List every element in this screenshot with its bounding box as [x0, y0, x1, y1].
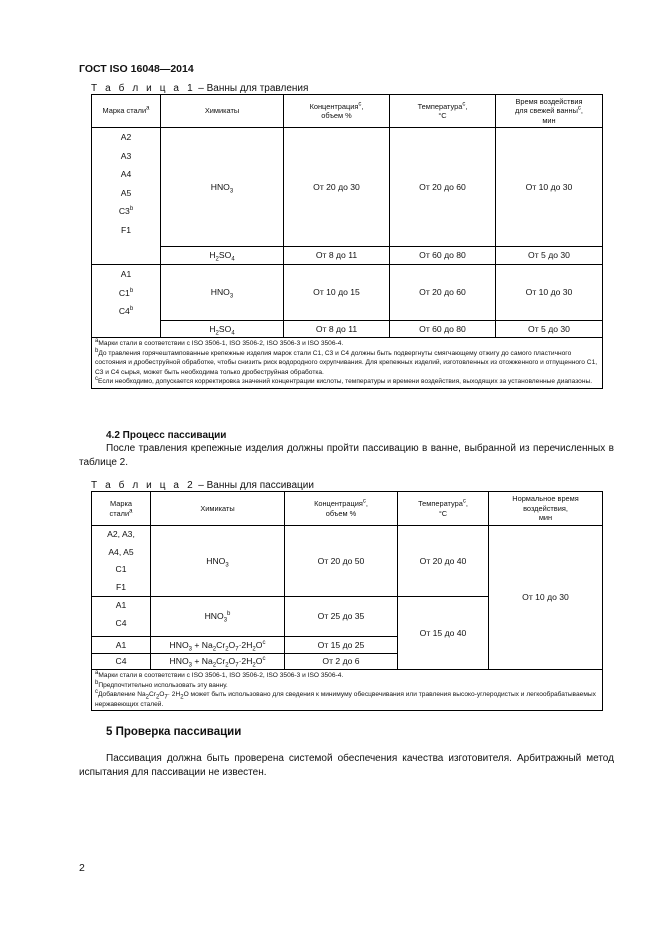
- t1-header-temperature: Температура$^c$, °C: [390, 95, 496, 128]
- t1-notes-row: [92, 338, 603, 389]
- t2-time-all: От 10 до 30: [489, 526, 603, 670]
- table1-caption-prefix: Т а б л и ц а: [91, 83, 182, 94]
- t1-note-a: aМарки стали в соответствии с ISO 3506-1, ISO 3506-2, ISO 3506-3 и ISO 3506-4.: [95, 337, 344, 347]
- table1-header-row: [92, 95, 603, 128]
- t1-g1-temp: От 20 до 60: [390, 128, 496, 247]
- table1-caption-number: 1: [187, 83, 193, 94]
- t2-header-temperature: Температура$^c$, °C: [398, 492, 489, 526]
- t2-group1-grades: A2, A3, A4, A5 C1 F1: [92, 526, 151, 597]
- t1-group1-row2: [92, 247, 603, 265]
- t1-g1-time: От 10 до 30: [496, 128, 603, 247]
- t2-g4-conc: От 2 до 6: [285, 654, 398, 670]
- t1-header-grade: Марка стали$^a$: [92, 95, 161, 128]
- t2-note-a: aМарки стали в соответствии с ISO 3506-1, ISO 3506-2, ISO 3506-3 и ISO 3506-4.: [95, 669, 344, 679]
- t1-group1-row1: [92, 128, 603, 247]
- document-header: ГОСТ ISO 16048—2014: [79, 63, 194, 75]
- table2-header-row: [92, 492, 603, 526]
- t2-g2-chem: $HNO_3^b$: [151, 597, 285, 637]
- t1-note-c: cЕсли необходимо, допускается корректировка значений концентрации кислоты, температуры и времени воздействия, выходящих за установленные диапазоны.: [95, 375, 593, 385]
- t1-g1r2-conc: От 8 до 11: [284, 247, 390, 265]
- t2-g4-chem: $HNO_3 + Na_2Cr_2O_7\cdot 2H_2O^c$: [151, 654, 285, 670]
- t2-temp-lower: От 15 до 40: [398, 597, 489, 670]
- t2-g3-conc: От 15 до 25: [285, 637, 398, 654]
- section-4-2-heading: 4.2 Процесс пассивации: [106, 430, 227, 441]
- table2-caption-number: 2: [187, 480, 193, 491]
- t1-header-chemicals: Химикаты: [161, 95, 284, 128]
- t2-header-grade: Марка стали$^a$: [92, 492, 151, 526]
- t1-g1-chem: $HNO_3$: [161, 128, 284, 247]
- t2-g3-grade: A1: [92, 637, 151, 654]
- page-number: 2: [79, 862, 85, 874]
- t1-g2r2-chem: $H_2SO_4$: [161, 321, 284, 338]
- t2-header-concentration: Концентрация$^c$, объем %: [285, 492, 398, 526]
- t1-g2-time: От 10 до 30: [496, 265, 603, 321]
- t1-g2r2-time: От 5 до 30: [496, 321, 603, 338]
- t2-note-c: cДобавление Na2Cr2O7· 2H2O может быть использовано для сведения к минимуму обесцвечивания или травления высоко-углеродистых и легкообрабатываемых нержавеющих сталей.: [95, 688, 596, 708]
- section-5-heading: 5 Проверка пассивации: [106, 726, 242, 738]
- t1-header-time: Время воздействия для свежей ванны$^c$, мин: [496, 95, 603, 128]
- t2-note-b: bПредпочтительно использовать эту ванну.: [95, 679, 228, 689]
- table2-notes: [92, 670, 603, 711]
- t2-header-time: Нормальное время воздействия, мин: [489, 492, 603, 526]
- t1-g2-temp: От 20 до 60: [390, 265, 496, 321]
- table1-caption-title: – Ванны для травления: [198, 83, 309, 94]
- t1-g2-chem: $HNO_3$: [161, 265, 284, 321]
- t2-g4-grade: C4: [92, 654, 151, 670]
- section-4-2-text: После травления крепежные изделия должны пройти пассивацию в ванне, выбранной из перечисленных в таблице 2.: [79, 443, 614, 468]
- table2-caption: [91, 480, 314, 491]
- table2-caption-prefix: Т а б л и ц а: [91, 480, 182, 491]
- t2-g3-chem: $HNO_3 + Na_2Cr_2O_7\cdot 2H_2O^c$: [151, 637, 285, 654]
- t1-group2-row2: [92, 321, 603, 338]
- t2-notes-row: [92, 670, 603, 711]
- t1-g1r2-chem: $H_2SO_4$: [161, 247, 284, 265]
- t1-g2r2-conc: От 8 до 11: [284, 321, 390, 338]
- t1-g2-conc: От 10 до 15: [284, 265, 390, 321]
- t1-g1r2-time: От 5 до 30: [496, 247, 603, 265]
- t2-g1-temp: От 20 до 40: [398, 526, 489, 597]
- table1-notes: [92, 338, 603, 389]
- table2-passivation-baths: [91, 491, 603, 711]
- t2-g2-conc: От 25 до 35: [285, 597, 398, 637]
- section-5-text: Пассивация должна быть проверена системой обеспечения качества изготовителя. Арбитражный метод испытания для пассивации не известен.: [79, 753, 614, 778]
- table1-caption: [91, 83, 308, 94]
- table1-pickling-baths: [91, 94, 603, 389]
- t1-g1r2-temp: От 60 до 80: [390, 247, 496, 265]
- t2-g1-chem: $HNO_3$: [151, 526, 285, 597]
- t1-g1-conc: От 20 до 30: [284, 128, 390, 247]
- t1-header-concentration: Концентрация$^c$, объем %: [284, 95, 390, 128]
- t2-g1-conc: От 20 до 50: [285, 526, 398, 597]
- t1-group2-grades: A1 C1$^b$ C4$^b$: [92, 265, 161, 338]
- table2-caption-title: – Ванны для пассивации: [198, 480, 314, 491]
- t2-group2-grades: A1 C4: [92, 597, 151, 637]
- t1-group1-grades: A2 A3 A4 A5 C3$^b$ F1: [92, 128, 161, 265]
- t1-note-b: bДо травления горячештампованные крепежные изделия марок стали C1, C3 и C4 должны быть подвергнуты смягчающему отжигу до самого пластичного состояния и дробеструйной обработке, чтобы снизить риск водородного охрупчивания. Для крепежных изделий, изготовленных из отожженного и отпущенного C1, C3 и C4 сырья, может быть необходима только дробеструйная обработка.: [95, 347, 598, 376]
- t2-header-chemicals: Химикаты: [151, 492, 285, 526]
- t1-g2r2-temp: От 60 до 80: [390, 321, 496, 338]
- t2-group1-row: [92, 526, 603, 597]
- t1-group2-row1: [92, 265, 603, 321]
